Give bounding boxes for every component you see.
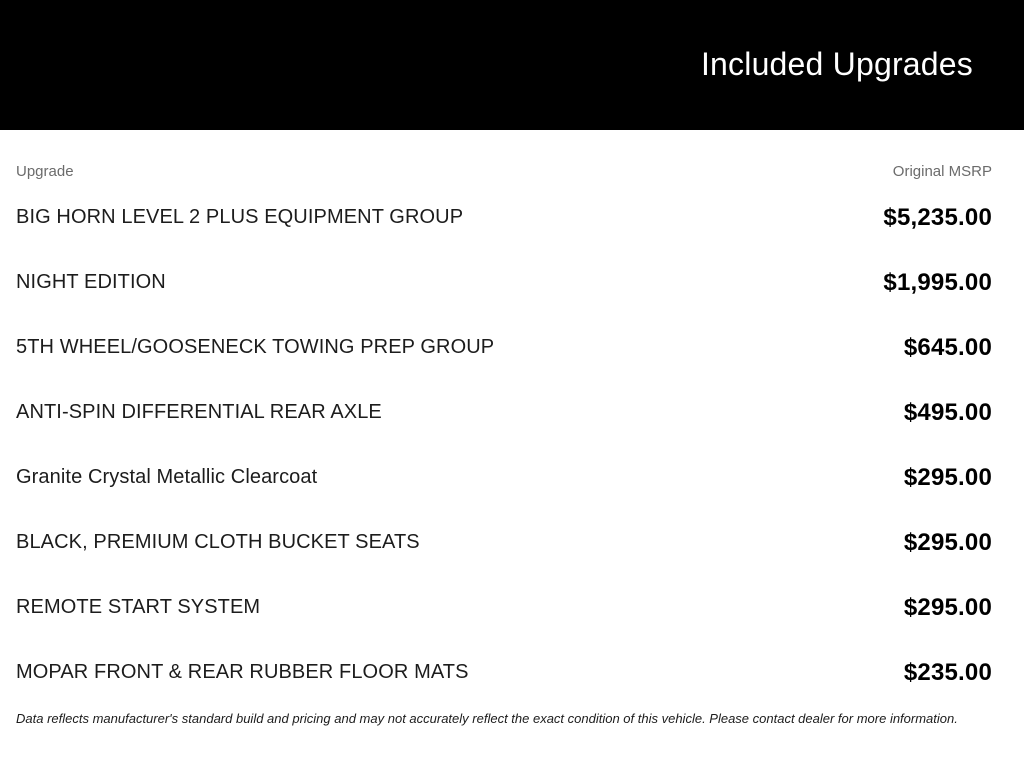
table-column-headers	[16, 130, 992, 185]
upgrade-price: $295.00	[903, 593, 992, 621]
included-upgrades-section	[0, 130, 1024, 726]
page-title: Included Upgrades	[700, 46, 973, 82]
upgrade-price: $495.00	[903, 398, 992, 426]
table-row	[16, 315, 992, 380]
upgrade-label: 5TH WHEEL/GOOSENECK TOWING PREP GROUP	[16, 336, 495, 358]
page-header	[0, 0, 1024, 130]
upgrade-price: $295.00	[903, 463, 992, 491]
table-row	[16, 380, 992, 445]
table-row	[16, 445, 992, 510]
table-row	[16, 575, 992, 640]
upgrade-price: $295.00	[903, 528, 992, 556]
table-row	[16, 185, 992, 250]
upgrade-label: BLACK, PREMIUM CLOTH BUCKET SEATS	[16, 531, 420, 553]
upgrade-label: MOPAR FRONT & REAR RUBBER FLOOR MATS	[16, 661, 469, 683]
upgrade-label: REMOTE START SYSTEM	[16, 596, 261, 618]
table-row	[16, 510, 992, 575]
table-row	[16, 640, 992, 705]
upgrade-price: $5,235.00	[883, 203, 992, 231]
upgrade-label: NIGHT EDITION	[16, 271, 166, 293]
upgrade-label: Granite Crystal Metallic Clearcoat	[16, 466, 318, 488]
column-header-original-msrp: Original MSRP	[892, 163, 992, 180]
upgrade-price: $235.00	[903, 658, 992, 686]
column-header-upgrade: Upgrade	[16, 163, 74, 180]
disclaimer-text: Data reflects manufacturer's standard build and pricing and may not accurately reflect the exact condition of this vehicle. Please contact dealer for more information.	[16, 711, 958, 726]
upgrade-price: $1,995.00	[883, 268, 992, 296]
upgrade-label: BIG HORN LEVEL 2 PLUS EQUIPMENT GROUP	[16, 206, 464, 228]
upgrade-price: $645.00	[903, 333, 992, 361]
table-row	[16, 250, 992, 315]
upgrades-rows	[16, 185, 992, 705]
upgrade-label: ANTI-SPIN DIFFERENTIAL REAR AXLE	[16, 401, 382, 423]
